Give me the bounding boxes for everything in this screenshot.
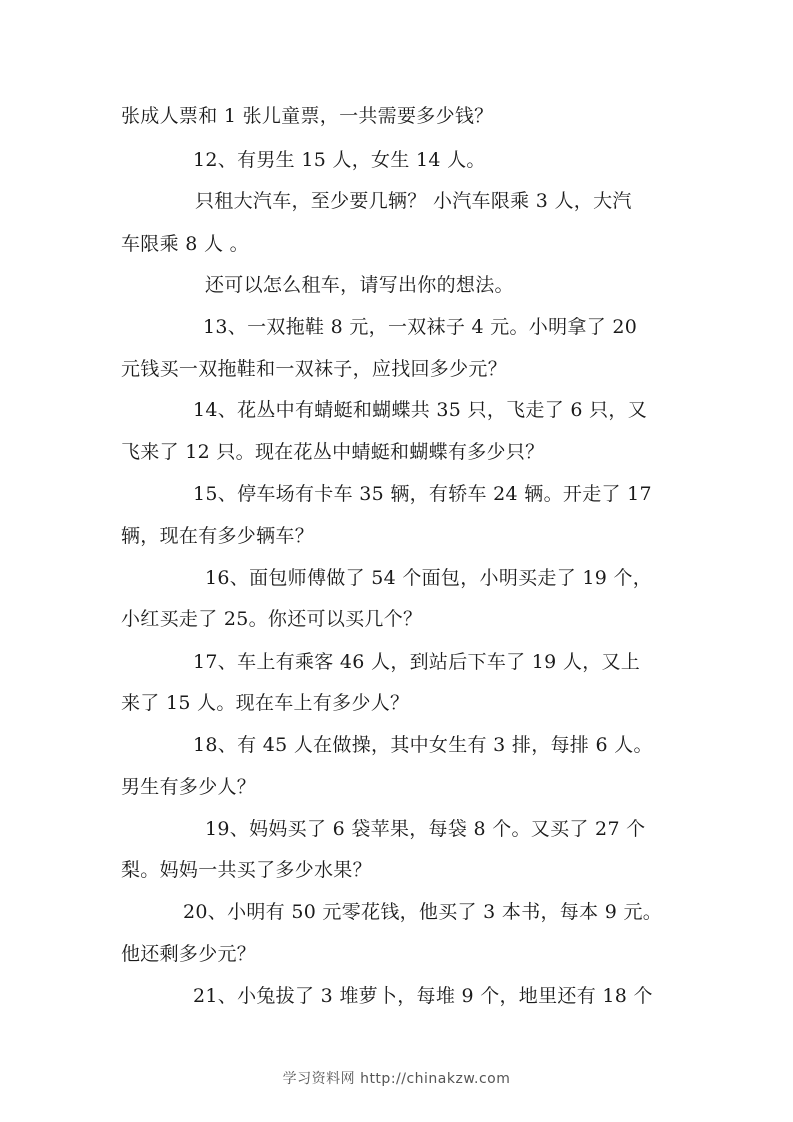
question-18: 18、有 45 人在做操，其中女生有 3 排，每排 6 人。	[193, 734, 653, 756]
text-line: 小红买走了 25。你还可以买几个？	[121, 608, 423, 630]
question-19: 19、妈妈买了 6 袋苹果，每袋 8 个。又买了 27 个	[205, 818, 646, 840]
text-line: 来了 15 人。现在车上有多少人？	[121, 692, 410, 714]
text-line: 车限乘 8 人 。	[121, 233, 249, 255]
question-15: 15、停车场有卡车 35 辆，有轿车 24 辆。开走了 17	[193, 483, 652, 505]
text-line: 男生有多少人？	[121, 776, 257, 798]
question-21: 21、小兔拔了 3 堆萝卜，每堆 9 个，地里还有 18 个	[193, 985, 653, 1007]
question-17: 17、车上有乘客 46 人，到站后下车了 19 人，又上	[193, 651, 641, 673]
text-line: 还可以怎么租车，请写出你的想法。	[205, 274, 514, 296]
text-line: 辆，现在有多少辆车？	[121, 525, 315, 547]
text-line: 只租大汽车，至少要几辆？ 小汽车限乘 3 人，大汽	[195, 190, 632, 212]
text-line: 梨。妈妈一共买了多少水果？	[121, 859, 372, 881]
footer-watermark: 学习资料网 http://chinakzw.com	[282, 1071, 511, 1087]
text-line: 他还剩多少元？	[121, 943, 257, 965]
question-16: 16、面包师傅做了 54 个面包，小明买走了 19 个，	[205, 567, 653, 589]
text-line: 飞来了 12 只。现在花丛中蜻蜓和蝴蝶有多少只？	[121, 441, 545, 463]
question-14: 14、花丛中有蜻蜓和蝴蝶共 35 只，飞走了 6 只，又	[193, 399, 648, 421]
question-20: 20、小明有 50 元零花钱，他买了 3 本书，每本 9 元。	[183, 901, 663, 923]
text-line: 张成人票和 1 张儿童票，一共需要多少钱？	[121, 105, 494, 127]
text-line: 元钱买一双拖鞋和一双袜子，应找回多少元？	[121, 358, 508, 380]
question-12: 12、有男生 15 人，女生 14 人。	[193, 149, 486, 171]
question-13: 13、一双拖鞋 8 元，一双袜子 4 元。小明拿了 20	[203, 316, 638, 338]
